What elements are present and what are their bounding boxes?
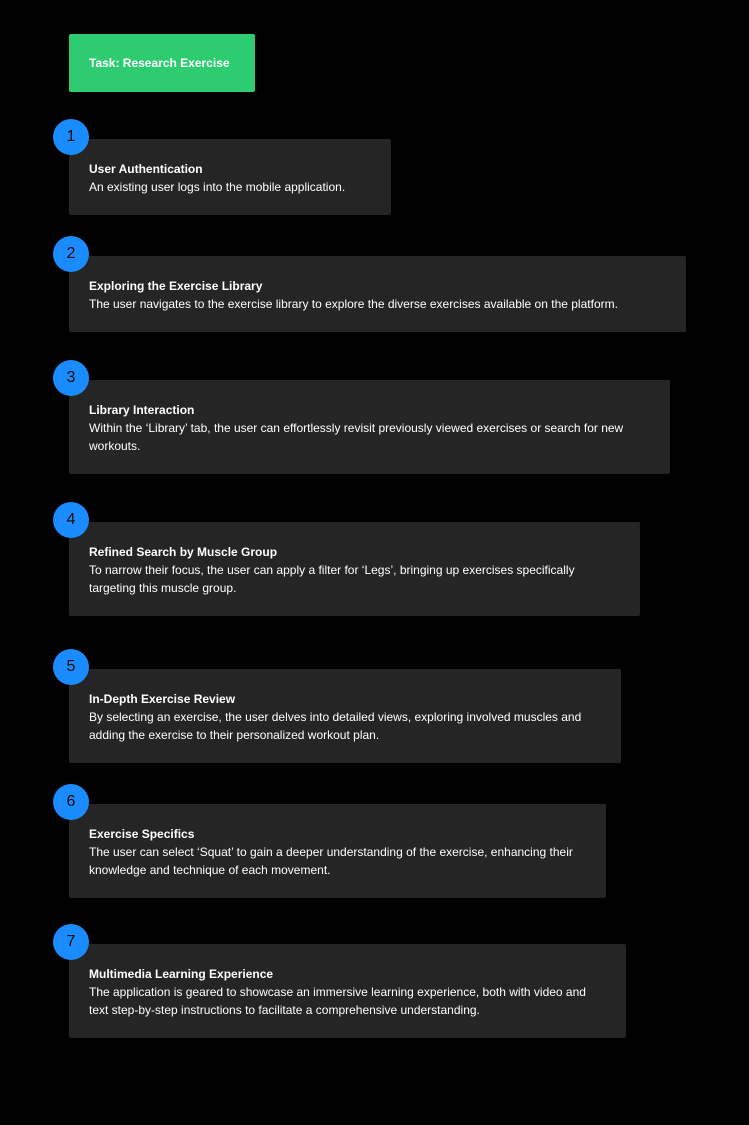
- step-title: Multimedia Learning Experience: [89, 967, 274, 981]
- step-description: The user navigates to the exercise library to explore the diverse exercises available on the platform.: [89, 297, 618, 311]
- step-number-badge: 4: [53, 502, 89, 538]
- step-description: The user can select ‘Squat’ to gain a deeper understanding of the exercise, enhancing their knowledge and technique of each movement.: [89, 845, 573, 877]
- step-card-6: [69, 804, 606, 898]
- step-title: Library Interaction: [89, 403, 195, 417]
- step-title: Exploring the Exercise Library: [89, 279, 263, 293]
- step-title: Refined Search by Muscle Group: [89, 545, 278, 559]
- step-number-badge: 2: [53, 236, 89, 272]
- step-card-7: [69, 944, 626, 1038]
- step-description: To narrow their focus, the user can apply a filter for ‘Legs’, bringing up exercises specifically targeting this muscle group.: [89, 563, 575, 595]
- step-title: In-Depth Exercise Review: [89, 692, 236, 706]
- step-description: Within the ‘Library’ tab, the user can effortlessly revisit previously viewed exercises or search for new workouts.: [89, 421, 624, 453]
- step-description: By selecting an exercise, the user delves into detailed views, exploring involved muscles and adding the exercise to their personalized workout plan.: [89, 710, 582, 742]
- step-card-4: [69, 522, 640, 616]
- step-title: Exercise Specifics: [89, 827, 195, 841]
- step-number-badge: 5: [53, 649, 89, 685]
- step-number-badge: 6: [53, 784, 89, 820]
- task-badge: [69, 34, 255, 92]
- step-title: User Authentication: [89, 162, 203, 176]
- task-label: Task: Research Exercise: [89, 56, 230, 70]
- step-card-3: [69, 380, 670, 474]
- step-number-badge: 3: [53, 360, 89, 396]
- step-number-badge: 1: [53, 119, 89, 155]
- step-card-5: [69, 669, 621, 763]
- step-description: An existing user logs into the mobile application.: [89, 180, 346, 194]
- step-card-2: [69, 256, 686, 332]
- step-number-badge: 7: [53, 924, 89, 960]
- step-description: The application is geared to showcase an immersive learning experience, both with video and text step-by-step instructions to facilitate a comprehensive understanding.: [89, 985, 586, 1017]
- step-card-1: [69, 139, 391, 215]
